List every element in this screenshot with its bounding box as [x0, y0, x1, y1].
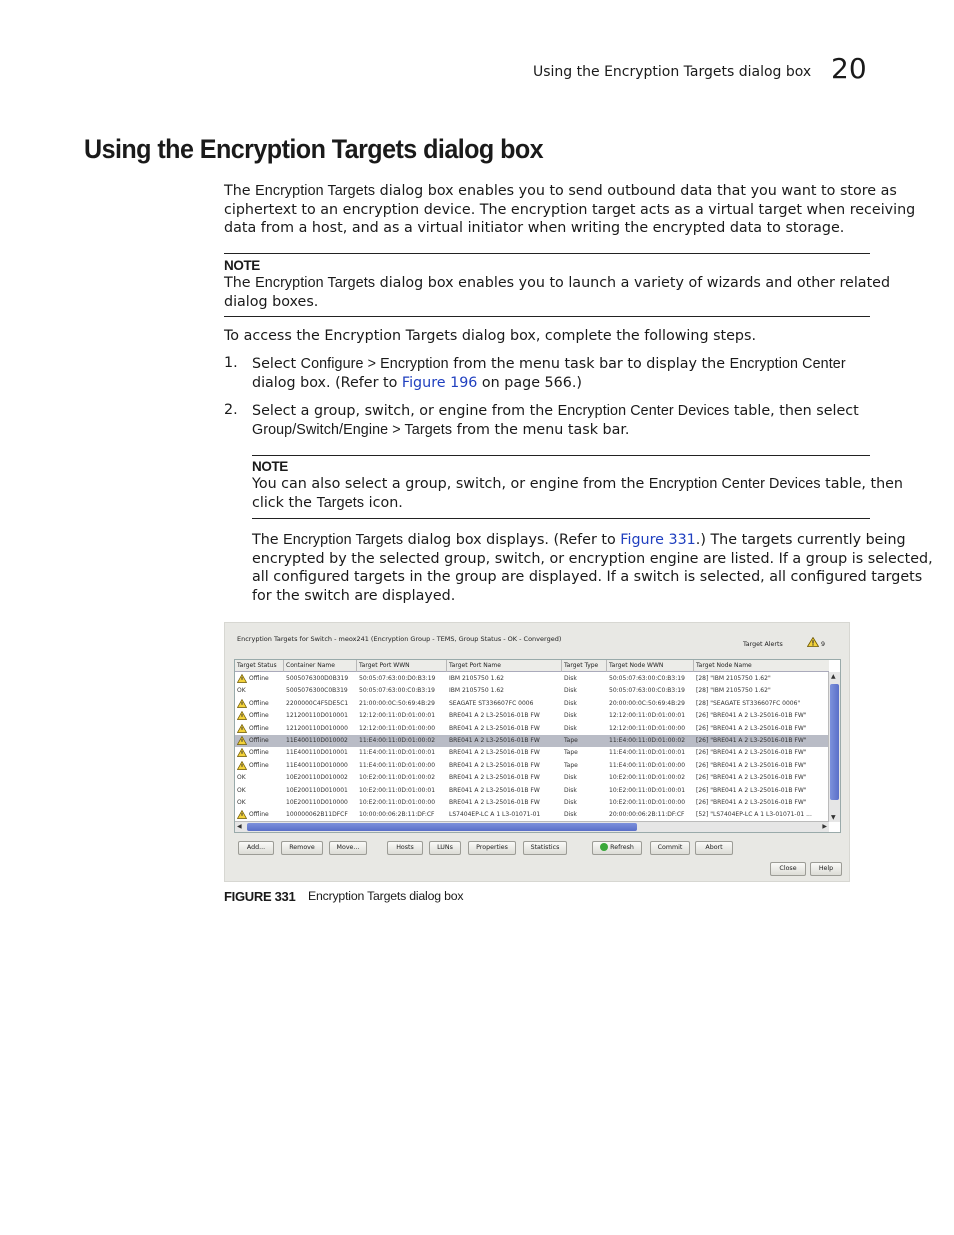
note2-bottom-rule [252, 518, 870, 519]
cell-container: 10E200110D010000 [286, 799, 348, 806]
cell-node-wwn: 12:12:00:11:0D:01:00:01 [609, 712, 686, 720]
cell-type: Disk [564, 675, 577, 682]
table-row[interactable] [235, 673, 829, 685]
cell-node-wwn: 11:E4:00:11:0D:01:00:00 [609, 761, 686, 769]
statistics-button[interactable]: Statistics [523, 841, 567, 855]
warning-icon [237, 724, 247, 733]
targets-table[interactable] [234, 659, 841, 833]
cell-node-wwn: 50:05:07:63:00:C0:B3:19 [609, 675, 685, 682]
remove-button[interactable]: Remove [281, 841, 323, 855]
note2-line-1: You can also select a group, switch, or engine from the Encryption Center Devices table, then [252, 476, 903, 492]
warning-icon [237, 711, 247, 720]
after-note-line-4: for the switch are displayed. [252, 587, 456, 604]
target-alerts-count: 9 [821, 641, 826, 648]
cell-container: 5005076300C0B319 [286, 687, 348, 695]
cell-port-name: BRE041 A 2 L3-25016-01B FW [449, 761, 540, 769]
cell-node-wwn: 11:E4:00:11:0D:01:00:02 [609, 737, 686, 744]
horizontal-scrollbar[interactable] [235, 821, 829, 832]
commit-button[interactable]: Commit [650, 841, 690, 855]
cell-container: 121200110D010000 [286, 724, 348, 732]
warning-icon [237, 699, 247, 708]
table-row[interactable] [235, 747, 829, 759]
refresh-button[interactable] [592, 841, 642, 855]
vertical-scrollbar[interactable] [828, 672, 840, 822]
cell-node-wwn: 20:00:00:06:2B:11:DF:CF [609, 811, 685, 819]
cell-container: 11E400110D010002 [286, 737, 348, 744]
column-header-target-node-name[interactable]: Target Node Name [696, 662, 752, 669]
cell-port-wwn: 12:12:00:11:0D:01:00:00 [359, 724, 436, 732]
note2-top-rule [252, 455, 870, 456]
cell-type: Tape [564, 761, 578, 769]
cell-type: Tape [564, 749, 578, 757]
cell-status: Offline [249, 737, 269, 744]
cell-type: Disk [564, 712, 577, 720]
cell-port-name: BRE041 A 2 L3-25016-01B FW [449, 799, 540, 806]
hosts-button[interactable]: Hosts [387, 841, 423, 855]
warning-icon [237, 761, 247, 770]
cell-type: Disk [564, 699, 577, 707]
cell-port-wwn: 50:05:07:63:00:D0:B3:19 [359, 675, 436, 682]
column-header-target-port-name[interactable]: Target Port Name [449, 662, 501, 669]
cell-status: OK [237, 786, 246, 794]
running-header-title: Using the Encryption Targets dialog box [533, 64, 812, 80]
cell-node-wwn: 12:12:00:11:0D:01:00:00 [609, 724, 686, 732]
scroll-right-icon[interactable]: ▶ [822, 823, 827, 830]
cell-port-wwn: 11:E4:00:11:0D:01:00:00 [359, 761, 436, 769]
cell-port-name: SEAGATE ST336607FC 0006 [449, 699, 534, 707]
cell-port-name: BRE041 A 2 L3-25016-01B FW [449, 712, 540, 720]
warning-icon[interactable] [807, 637, 819, 647]
table-row[interactable] [235, 797, 829, 809]
step-2-line-2: Group/Switch/Engine > Targets from the menu task bar. [252, 421, 630, 438]
note2-label: NOTE [252, 459, 288, 474]
cell-port-wwn: 12:12:00:11:0D:01:00:01 [359, 712, 436, 720]
warning-icon [237, 810, 247, 819]
cell-node-name: [26] "BRE041 A 2 L3-25016-01B FW" [696, 799, 807, 806]
cell-type: Disk [564, 724, 577, 732]
cell-port-wwn: 10:00:00:06:2B:11:DF:CF [359, 811, 435, 819]
figure-label: FIGURE 331 [224, 889, 296, 904]
step-2-number: 2. [224, 402, 238, 418]
column-header-container-name[interactable]: Container Name [286, 662, 335, 669]
intro-line-1: The Encryption Targets dialog box enables you to send outbound data that you want to store as [224, 183, 897, 199]
cell-node-wwn: 10:E2:00:11:0D:01:00:02 [609, 774, 686, 782]
cell-port-name: BRE041 A 2 L3-25016-01B FW [449, 774, 540, 782]
cell-port-wwn: 11:E4:00:11:0D:01:00:02 [359, 737, 436, 744]
note-bottom-rule [224, 316, 870, 317]
cell-container: 10E200110D010001 [286, 786, 348, 794]
cell-node-name: [26] "BRE041 A 2 L3-25016-01B FW" [696, 749, 807, 757]
vertical-scroll-thumb[interactable] [830, 684, 839, 800]
cell-port-name: IBM 2105750 1.62 [449, 687, 504, 695]
table-row[interactable] [235, 785, 829, 797]
table-header [235, 660, 829, 672]
cell-port-name: BRE041 A 2 L3-25016-01B FW [449, 786, 540, 794]
cell-status: Offline [249, 749, 269, 757]
table-row[interactable] [235, 772, 829, 784]
cell-node-name: [28] "IBM 2105750 1.62" [696, 675, 771, 682]
cell-status: OK [237, 774, 246, 782]
table-row[interactable] [235, 723, 829, 735]
scroll-down-icon[interactable]: ▼ [831, 814, 836, 821]
after-note-line-3: all configured targets in the group are displayed. If a switch is selected, all configured targets [252, 569, 923, 586]
cell-status: Offline [249, 761, 269, 769]
intro-line-2: ciphertext to an encryption device. The encryption target acts as a virtual target when receiving [224, 201, 916, 218]
refresh-icon [600, 843, 608, 851]
cell-status: Offline [249, 724, 269, 732]
note-line-1: The Encryption Targets dialog box enables you to launch a variety of wizards and other related [224, 275, 891, 291]
properties-button[interactable]: Properties [468, 841, 516, 855]
cell-container: 11E400110D010001 [286, 749, 348, 757]
cell-status: Offline [249, 675, 269, 682]
table-row[interactable] [235, 698, 829, 710]
intro-line-3: data from a host, and as a virtual initiator when writing the encrypted data to storage. [224, 220, 845, 237]
cell-node-name: [26] "BRE041 A 2 L3-25016-01B FW" [696, 712, 807, 720]
cell-node-wwn: 10:E2:00:11:0D:01:00:01 [609, 786, 686, 794]
cell-port-name: LS7404EP-LC A 1 L3-01071-01 [449, 811, 541, 819]
add-button[interactable]: Add... [238, 841, 274, 855]
note2-line-2: click the Targets icon. [252, 494, 403, 511]
figure-196-link[interactable]: Figure 196 [401, 374, 478, 391]
table-row[interactable] [235, 710, 829, 722]
encryption-targets-dialog-figure [224, 622, 850, 882]
column-header-target-type[interactable]: Target Type [564, 662, 599, 669]
cell-status: Offline [249, 811, 269, 819]
cell-node-name: [26] "BRE041 A 2 L3-25016-01B FW" [696, 737, 807, 744]
cell-type: Disk [564, 687, 577, 695]
cell-port-name: BRE041 A 2 L3-25016-01B FW [449, 724, 540, 732]
table-row[interactable] [235, 685, 829, 697]
warning-icon [237, 736, 247, 745]
step-1-line-2: dialog box. (Refer to Figure 196 on page 566.) [252, 374, 582, 391]
cell-node-name: [26] "BRE041 A 2 L3-25016-01B FW" [696, 761, 807, 769]
cell-node-wwn: 10:E2:00:11:0D:01:00:00 [609, 799, 686, 806]
cell-node-name: [28] "SEAGATE ST336607FC 0006" [696, 699, 801, 707]
cell-port-wwn: 10:E2:00:11:0D:01:00:01 [359, 786, 436, 794]
cell-node-name: [52] "LS7404EP-LC A 1 L3-01071-01 ... [696, 811, 812, 819]
refresh-label: Refresh [610, 844, 634, 851]
cell-node-wwn: 50:05:07:63:00:C0:B3:19 [609, 687, 685, 695]
cell-container: 11E400110D010000 [286, 761, 348, 769]
after-note-line-1: The Encryption Targets dialog box displays. (Refer to Figure 331.) The targets currently being [252, 532, 906, 548]
cell-status: Offline [249, 699, 269, 707]
cell-node-wwn: 11:E4:00:11:0D:01:00:01 [609, 749, 686, 757]
cell-port-name: IBM 2105750 1.62 [449, 675, 504, 682]
cell-node-name: [26] "BRE041 A 2 L3-25016-01B FW" [696, 786, 807, 794]
cell-type: Disk [564, 811, 577, 819]
after-note-line-2: encrypted by the selected group, switch, or encryption engine are listed. If a group is selected, [252, 550, 933, 567]
column-header-target-port-wwn[interactable]: Target Port WWN [359, 662, 410, 669]
cell-port-wwn: 10:E2:00:11:0D:01:00:02 [359, 774, 436, 782]
warning-icon [237, 674, 247, 683]
step-1-number: 1. [224, 355, 238, 371]
cell-port-name: BRE041 A 2 L3-25016-01B FW [449, 737, 540, 744]
column-header-target-node-wwn[interactable]: Target Node WWN [609, 662, 664, 669]
table-row[interactable] [235, 760, 829, 772]
dialog-title: Encryption Targets for Switch - meox241 (Encryption Group - TEMS, Group Status - OK - Converged) [237, 635, 562, 643]
figure-caption: Encryption Targets dialog box [308, 889, 464, 903]
cell-container: 100000062B11DFCF [286, 811, 348, 819]
cell-container: 121200110D010001 [286, 712, 348, 720]
warning-icon [237, 748, 247, 757]
cell-node-wwn: 20:00:00:0C:50:69:4B:29 [609, 699, 685, 707]
cell-type: Disk [564, 774, 577, 782]
cell-status: OK [237, 687, 246, 695]
cell-port-name: BRE041 A 2 L3-25016-01B FW [449, 749, 540, 757]
close-button[interactable]: Close [770, 862, 806, 876]
target-alerts-label: Target Alerts [743, 641, 783, 648]
column-header-target-status[interactable]: Target Status [237, 662, 277, 669]
cell-node-name: [26] "BRE041 A 2 L3-25016-01B FW" [696, 724, 807, 732]
cell-port-wwn: 11:E4:00:11:0D:01:00:01 [359, 749, 436, 757]
note-top-rule [224, 253, 870, 254]
cell-port-wwn: 21:00:00:0C:50:69:4B:29 [359, 699, 435, 707]
cell-container: 5005076300D0B319 [286, 675, 349, 682]
cell-container: 10E200110D010002 [286, 774, 348, 782]
scroll-left-icon[interactable]: ◀ [237, 823, 242, 830]
cell-type: Tape [564, 737, 578, 744]
cell-port-wwn: 10:E2:00:11:0D:01:00:00 [359, 799, 436, 806]
cell-type: Disk [564, 786, 577, 794]
table-row[interactable] [235, 809, 829, 821]
help-button[interactable]: Help [810, 862, 842, 876]
section-title: Using the Encryption Targets dialog box [84, 134, 544, 164]
luns-button[interactable]: LUNs [429, 841, 461, 855]
table-row[interactable] [235, 735, 829, 747]
scroll-up-icon[interactable]: ▲ [831, 673, 836, 680]
note-line-2: dialog boxes. [224, 293, 319, 310]
cell-type: Disk [564, 799, 577, 806]
cell-status: Offline [249, 712, 269, 720]
chapter-number: 20 [831, 52, 867, 85]
horizontal-scroll-thumb[interactable] [247, 823, 637, 831]
access-text: To access the Encryption Targets dialog box, complete the following steps. [224, 328, 756, 344]
note-label: NOTE [224, 258, 260, 273]
step-2-line-1: Select a group, switch, or engine from the Encryption Center Devices table, then select [252, 403, 859, 419]
cell-container: 2200000C4F5DE5C1 [286, 699, 349, 707]
step-1-line-1: Select Configure > Encryption from the menu task bar to display the Encryption Center [252, 356, 846, 372]
figure-331-link[interactable]: Figure 331 [620, 532, 696, 548]
cell-port-wwn: 50:05:07:63:00:C0:B3:19 [359, 687, 435, 695]
cell-node-name: [28] "IBM 2105750 1.62" [696, 687, 771, 695]
cell-node-name: [26] "BRE041 A 2 L3-25016-01B FW" [696, 774, 807, 782]
cell-status: OK [237, 799, 246, 806]
move-button[interactable]: Move... [329, 841, 367, 855]
abort-button[interactable]: Abort [695, 841, 733, 855]
